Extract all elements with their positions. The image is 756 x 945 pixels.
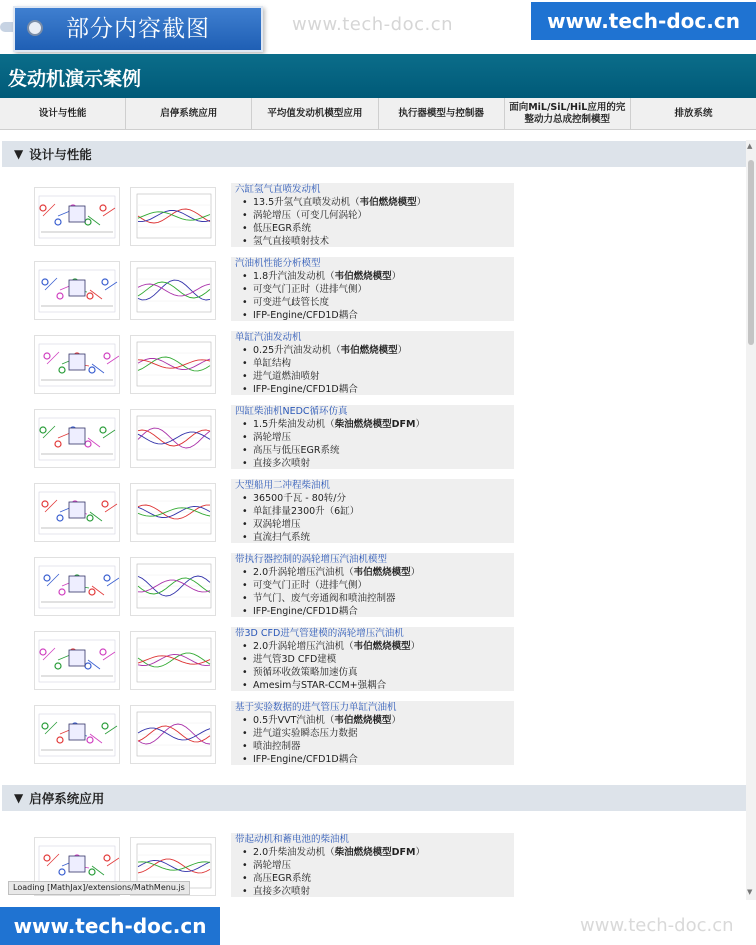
case-title-link[interactable]: 汽油机性能分析模型 — [235, 258, 321, 269]
model-diagram-thumbnail[interactable] — [34, 631, 120, 690]
case-title-link[interactable]: 带起动机和蓄电池的柴油机 — [235, 834, 350, 845]
case-bullet — [253, 653, 514, 666]
result-plot-thumbnail[interactable] — [130, 261, 216, 320]
case-item — [0, 329, 746, 403]
case-description — [231, 405, 514, 469]
case-bullet — [253, 457, 514, 470]
case-item — [0, 477, 746, 551]
section-title: 启停系统应用 — [29, 791, 105, 806]
case-bullet — [253, 383, 514, 396]
result-plot-thumbnail[interactable] — [130, 705, 216, 764]
case-item — [0, 699, 746, 773]
content-area — [0, 129, 746, 901]
model-diagram-thumbnail[interactable] — [34, 187, 120, 246]
scroll-up-icon[interactable]: ▲ — [747, 142, 753, 150]
model-diagram-thumbnail[interactable] — [34, 705, 120, 764]
section-header[interactable] — [2, 785, 746, 811]
bullet-text: 36500千瓦 - 80转/分 — [253, 493, 346, 504]
result-plot-thumbnail[interactable] — [130, 335, 216, 394]
model-diagram-thumbnail[interactable] — [34, 483, 120, 542]
watermark-bottom: www.tech-doc.cn — [580, 915, 734, 936]
collapse-triangle-icon[interactable]: ▼ — [14, 147, 24, 161]
bullet-text: ） — [391, 271, 402, 282]
tab-powertrain-control[interactable]: 面向MiL/SiL/HiL应用的完整动力总成控制模型 — [505, 98, 631, 129]
part-screenshot-label: 部分内容截图 — [13, 6, 263, 52]
status-loading: Loading [MathJax]/extensions/MathMenu.js — [8, 881, 190, 895]
bullet-text: 单缸排量2300升（6缸） — [253, 506, 360, 517]
tab-design-performance[interactable]: 设计与性能 — [0, 98, 126, 129]
case-bullet — [253, 209, 514, 222]
tab-actuator-controller[interactable]: 执行器模型与控制器 — [379, 98, 505, 129]
bullet-text: 1.5升柴油发动机（ — [253, 419, 335, 430]
bullet-text: ） — [415, 847, 425, 858]
tab-emission-system[interactable]: 排放系统 — [674, 107, 713, 119]
brand-badge-bottom: www.tech-doc.cn — [0, 907, 220, 945]
bullet-text: 1.8升汽油发动机（ — [253, 271, 335, 282]
case-bullet — [253, 444, 514, 457]
case-description — [231, 257, 514, 321]
section-header[interactable] — [2, 141, 746, 167]
model-diagram-thumbnail[interactable] — [34, 409, 120, 468]
combustion-model-label: 韦伯燃烧模型 — [334, 715, 392, 726]
bullet-text: 节气门、废气旁通阀和喷油控制器 — [253, 593, 396, 604]
bullet-text: 进气道燃油喷射 — [253, 371, 320, 382]
bullet-text: IFP-Engine/CFD1D耦合 — [253, 310, 358, 321]
case-bullet — [253, 753, 514, 766]
bullet-text: ） — [397, 345, 408, 356]
combustion-model-label: 韦伯燃烧模型 — [359, 197, 417, 208]
bullet-text: 2.0升涡轮增压汽油机（ — [253, 641, 354, 652]
case-bullet — [253, 592, 514, 605]
scroll-thumb[interactable] — [748, 160, 754, 345]
scroll-down-icon[interactable]: ▼ — [747, 888, 753, 896]
case-bullet — [253, 222, 514, 235]
tab-bar — [0, 98, 756, 130]
combustion-model-label: 韦伯燃烧模型 — [353, 641, 411, 652]
case-item — [0, 625, 746, 699]
bullet-text: ） — [416, 197, 427, 208]
bullet-text: ） — [415, 419, 425, 430]
page-title: 发动机演示案例 — [8, 68, 142, 90]
case-bullet — [253, 859, 514, 872]
result-plot-thumbnail[interactable] — [130, 187, 216, 246]
case-bullet — [253, 309, 514, 322]
top-banner — [0, 0, 756, 54]
case-bullet — [253, 872, 514, 885]
bullet-text: 进气道实验瞬态压力数据 — [253, 728, 358, 739]
case-title-link[interactable]: 六缸氢气直喷发动机 — [235, 184, 321, 195]
case-bullet — [253, 740, 514, 753]
case-title-link[interactable]: 带执行器控制的涡轮增压汽油机模型 — [235, 554, 388, 565]
bullet-text: 可变气门正时（进排气侧） — [253, 284, 368, 295]
bullet-text: 涡轮增压 — [253, 432, 292, 443]
case-bullet — [253, 296, 514, 309]
case-description — [231, 833, 514, 897]
bullet-text: 13.5升氢气直喷发动机（ — [253, 197, 360, 208]
result-plot-thumbnail[interactable] — [130, 483, 216, 542]
case-bullet — [253, 196, 514, 209]
bullet-text: Amesim与STAR-CCM+强耦合 — [253, 680, 387, 691]
brand-badge-top: www.tech-doc.cn — [531, 2, 756, 40]
model-diagram-thumbnail[interactable] — [34, 335, 120, 394]
combustion-model-label: 柴油燃烧模型DFM — [334, 419, 416, 430]
bullet-text: 进气管3D CFD建模 — [253, 654, 337, 665]
bullet-text: 可变进气歧管长度 — [253, 297, 330, 308]
case-bullet — [253, 270, 514, 283]
case-bullet — [253, 846, 514, 859]
case-description — [231, 183, 514, 247]
bullet-text: 涡轮增压 — [253, 860, 292, 871]
case-description — [231, 701, 514, 765]
pin-head-icon — [27, 20, 43, 36]
watermark-top: www.tech-doc.cn — [292, 14, 454, 35]
case-bullet — [253, 431, 514, 444]
tab-start-stop[interactable]: 启停系统应用 — [126, 98, 252, 129]
page-header — [0, 54, 756, 98]
case-item — [0, 403, 746, 477]
bullet-text: 单缸结构 — [253, 358, 292, 369]
bullet-text: ） — [410, 641, 421, 652]
case-bullet — [253, 579, 514, 592]
bullet-text: 喷油控制器 — [253, 741, 301, 752]
bullet-text: 可变气门正时（进排气侧） — [253, 580, 368, 591]
bullet-text: 0.25升汽油发动机（ — [253, 345, 341, 356]
case-item — [0, 551, 746, 625]
case-bullet — [253, 357, 514, 370]
result-plot-thumbnail[interactable] — [130, 409, 216, 468]
collapse-triangle-icon[interactable]: ▼ — [14, 791, 24, 805]
bullet-text: 涡轮增压（可变几何涡轮） — [253, 210, 368, 221]
case-title-link[interactable]: 带3D CFD进气管建模的涡轮增压汽油机 — [235, 628, 404, 639]
case-bullet — [253, 666, 514, 679]
case-bullet — [253, 505, 514, 518]
bullet-text: IFP-Engine/CFD1D耦合 — [253, 606, 358, 617]
bullet-text: 直接多次喷射 — [253, 458, 311, 469]
case-bullet — [253, 370, 514, 383]
section-title: 设计与性能 — [29, 147, 92, 162]
case-bullet — [253, 492, 514, 505]
case-bullet — [253, 605, 514, 618]
case-bullet — [253, 531, 514, 544]
combustion-model-label: 韦伯燃烧模型 — [353, 567, 411, 578]
case-bullet — [253, 518, 514, 531]
case-bullet — [253, 418, 514, 431]
case-bullet — [253, 344, 514, 357]
tab-mean-value-engine[interactable]: 平均值发动机模型应用 — [252, 98, 378, 129]
case-bullet — [253, 283, 514, 296]
case-item — [0, 181, 746, 255]
case-bullet — [253, 714, 514, 727]
bullet-text: ） — [410, 567, 421, 578]
combustion-model-label: 韦伯燃烧模型 — [340, 345, 398, 356]
case-description — [231, 627, 514, 691]
result-plot-thumbnail[interactable] — [130, 557, 216, 616]
case-title-link[interactable]: 四缸柴油机NEDC循环仿真 — [235, 406, 348, 417]
bullet-text: 氢气直接喷射技术 — [253, 236, 330, 247]
model-diagram-thumbnail[interactable] — [34, 557, 120, 616]
case-bullet — [253, 679, 514, 692]
model-diagram-thumbnail[interactable] — [34, 261, 120, 320]
bullet-text: 0.5升VVT汽油机（ — [253, 715, 335, 726]
case-bullet — [253, 235, 514, 248]
case-bullet — [253, 640, 514, 653]
case-bullet — [253, 566, 514, 579]
case-description — [231, 331, 514, 395]
case-title-link[interactable]: 大型船用二冲程柴油机 — [235, 480, 331, 491]
combustion-model-label: 韦伯燃烧模型 — [334, 271, 392, 282]
bullet-text: 直接多次喷射 — [253, 886, 311, 897]
bullet-text: 低压EGR系统 — [253, 223, 311, 234]
combustion-model-label: 柴油燃烧模型DFM — [334, 847, 416, 858]
bullet-text: IFP-Engine/CFD1D耦合 — [253, 384, 358, 395]
bullet-text: 2.0升涡轮增压汽油机（ — [253, 567, 354, 578]
bullet-text: 直流扫气系统 — [253, 532, 311, 543]
case-title-link[interactable]: 单缸汽油发动机 — [235, 332, 302, 343]
bullet-text: 高压EGR系统 — [253, 873, 311, 884]
case-item — [0, 255, 746, 329]
bullet-text: IFP-Engine/CFD1D耦合 — [253, 754, 358, 765]
bullet-text: 高压与低压EGR系统 — [253, 445, 340, 456]
bullet-text: 2.0升柴油发动机（ — [253, 847, 335, 858]
bullet-text: 双涡轮增压 — [253, 519, 301, 530]
case-title-link[interactable]: 基于实验数据的进气管压力单缸汽油机 — [235, 702, 397, 713]
result-plot-thumbnail[interactable] — [130, 631, 216, 690]
bullet-text: 预循环收敛策略加速仿真 — [253, 667, 358, 678]
case-description — [231, 553, 514, 617]
bullet-text: ） — [391, 715, 401, 726]
case-bullet — [253, 727, 514, 740]
case-description — [231, 479, 514, 543]
case-bullet — [253, 885, 514, 898]
scrollbar[interactable] — [746, 140, 756, 900]
